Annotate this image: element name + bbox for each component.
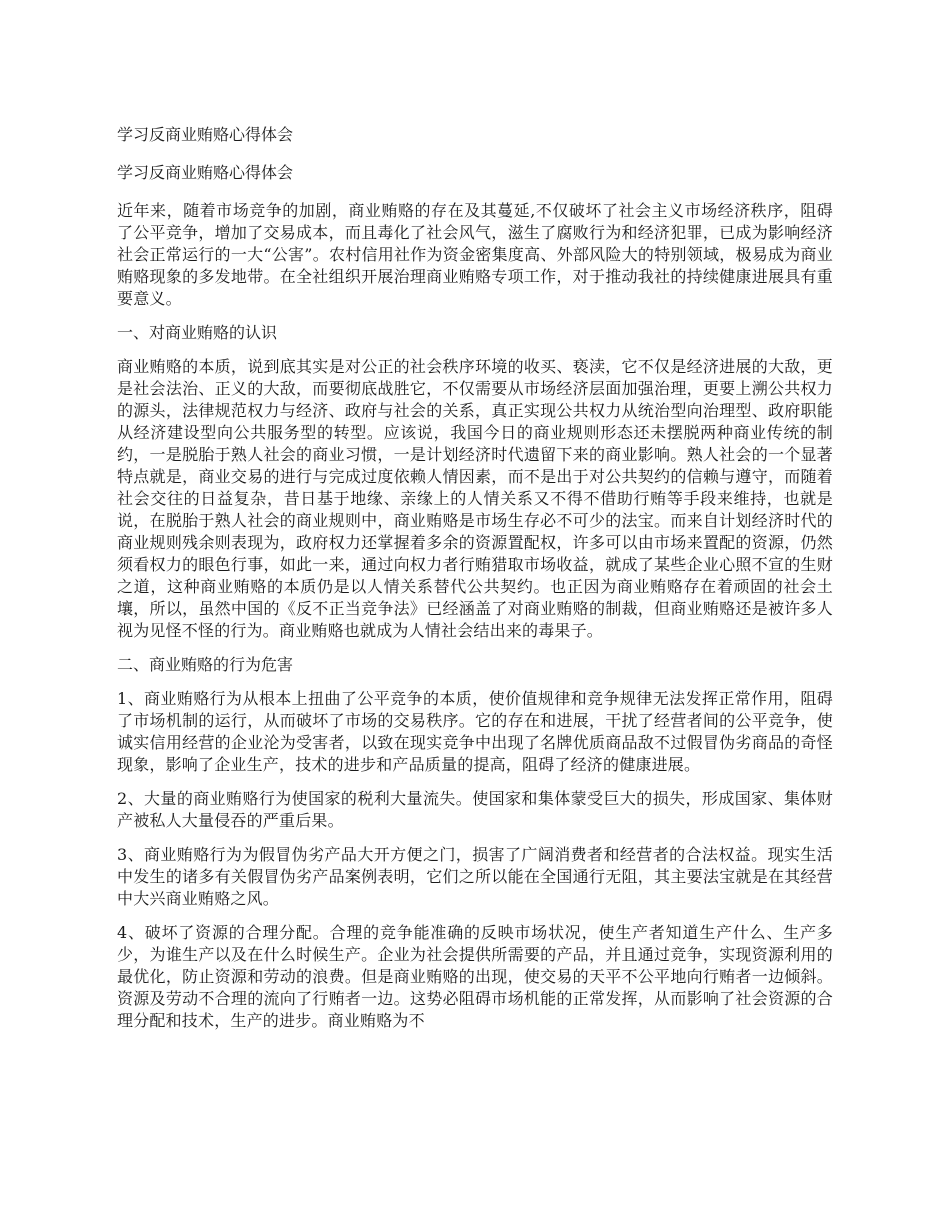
- section-1-paragraph: 商业贿赂的本质，说到底其实是对公正的社会秩序环境的收买、亵渎，它不仅是经济进展的大敌，更是社会法治、正义的大敌，而要彻底战胜它，不仅需要从市场经济层面加强治理，更要上溯公共权力的源头，法律规范权力与经济、政府与社会的关系，真正实现公共权力从统治型向治理型、政府职能从经济建设型向公共服务型的转型。应该说，我国今日的商业规则形态还未摆脱两种商业传统的制约，一是脱胎于熟人社会的商业习惯，一是计划经济时代遗留下来的商业影响。熟人社会的一个显著特点就是，商业交易的进行与完成过度依赖人情因素，而不是出于对公共契约的信赖与遵守，而随着社会交往的日益复杂，昔日基于地缘、亲缘上的人情关系又不得不借助行贿等手段来维持，也就是说，在脱胎于熟人社会的商业规则中，商业贿赂是市场生存必不可少的法宝。而来自计划经济时代的商业规则残余则表现为，政府权力还掌握着多余的资源置配权，许多可以由市场来置配的资源，仍然须看权力的眼色行事，如此一来，通过向权力者行贿猎取市场收益，就成了某些企业心照不宣的生财之道，这种商业贿赂的本质仍是以人情关系替代公共契约。也正因为商业贿赂存在着顽固的社会土壤，所以，虽然中国的《反不正当竞争法》已经涵盖了对商业贿赂的制裁，但商业贿赂还是被许多人视为见怪不怪的行为。商业贿赂也就成为人情社会结出来的毒果子。: [117, 357, 833, 640]
- point-1-paragraph: 1、商业贿赂行为从根本上扭曲了公平竞争的本质，使价值规律和竞争规律无法发挥正常作用，阻碍了市场机制的运行，从而破坏了市场的交易秩序。它的存在和进展，干扰了经营者间的公平竞争，使诚实信用经营的企业沦为受害者，以致在现实竞争中出现了名牌优质商品敌不过假冒伪劣商品的奇怪现象，影响了企业生产，技术的进步和产品质量的提高，阻碍了经济的健康进展。: [117, 689, 833, 774]
- document-page: [117, 124, 833, 1044]
- intro-paragraph: 近年来，随着市场竞争的加剧，商业贿赂的存在及其蔓延,不仅破坏了社会主义市场经济秩序，阻碍了公平竞争，增加了交易成本，而且毒化了社会风气，滋生了腐败行为和经济犯罪，已成为影响经济社会正常运行的一大“公害”。农村信用社作为资金密集度高、外部风险大的特别领域，极易成为商业贿赂现象的多发地带。在全社组织开展治理商业贿赂专项工作，对于推动我社的持续健康进展具有重要意义。: [117, 201, 833, 308]
- point-2-paragraph: 2、大量的商业贿赂行为使国家的税利大量流失。使国家和集体蒙受巨大的损失，形成国家、集体财产被私人大量侵吞的严重后果。: [117, 789, 833, 830]
- section-1-heading: 一、对商业贿赂的认识: [117, 323, 278, 342]
- point-4-paragraph: 4、破坏了资源的合理分配。合理的竞争能准确的反映市场状况，使生产者知道生产什么、生产多少，为谁生产以及在什么时候生产。企业为社会提供所需要的产品，并且通过竞争，实现资源利用的最优化，防止资源和劳动的浪费。但是商业贿赂的出现，使交易的天平不公平地向行贿者一边倾斜。资源及劳动不合理的流向了行贿者一边。这势必阻碍市场机能的正常发挥，从而影响了社会资源的合理分配和技术，生产的进步。商业贿赂为不: [117, 923, 833, 1030]
- document-subtitle: 学习反商业贿赂心得体会: [117, 163, 294, 182]
- document-title: 学习反商业贿赂心得体会: [117, 125, 294, 144]
- point-3-paragraph: 3、商业贿赂行为为假冒伪劣产品大开方便之门，损害了广阔消费者和经营者的合法权益。现实生活中发生的诸多有关假冒伪劣产品案例表明，它们之所以能在全国通行无阻，其主要法宝就是在其经营中大兴商业贿赂之风。: [117, 845, 833, 908]
- section-2-heading: 二、商业贿赂的行为危害: [117, 655, 294, 674]
